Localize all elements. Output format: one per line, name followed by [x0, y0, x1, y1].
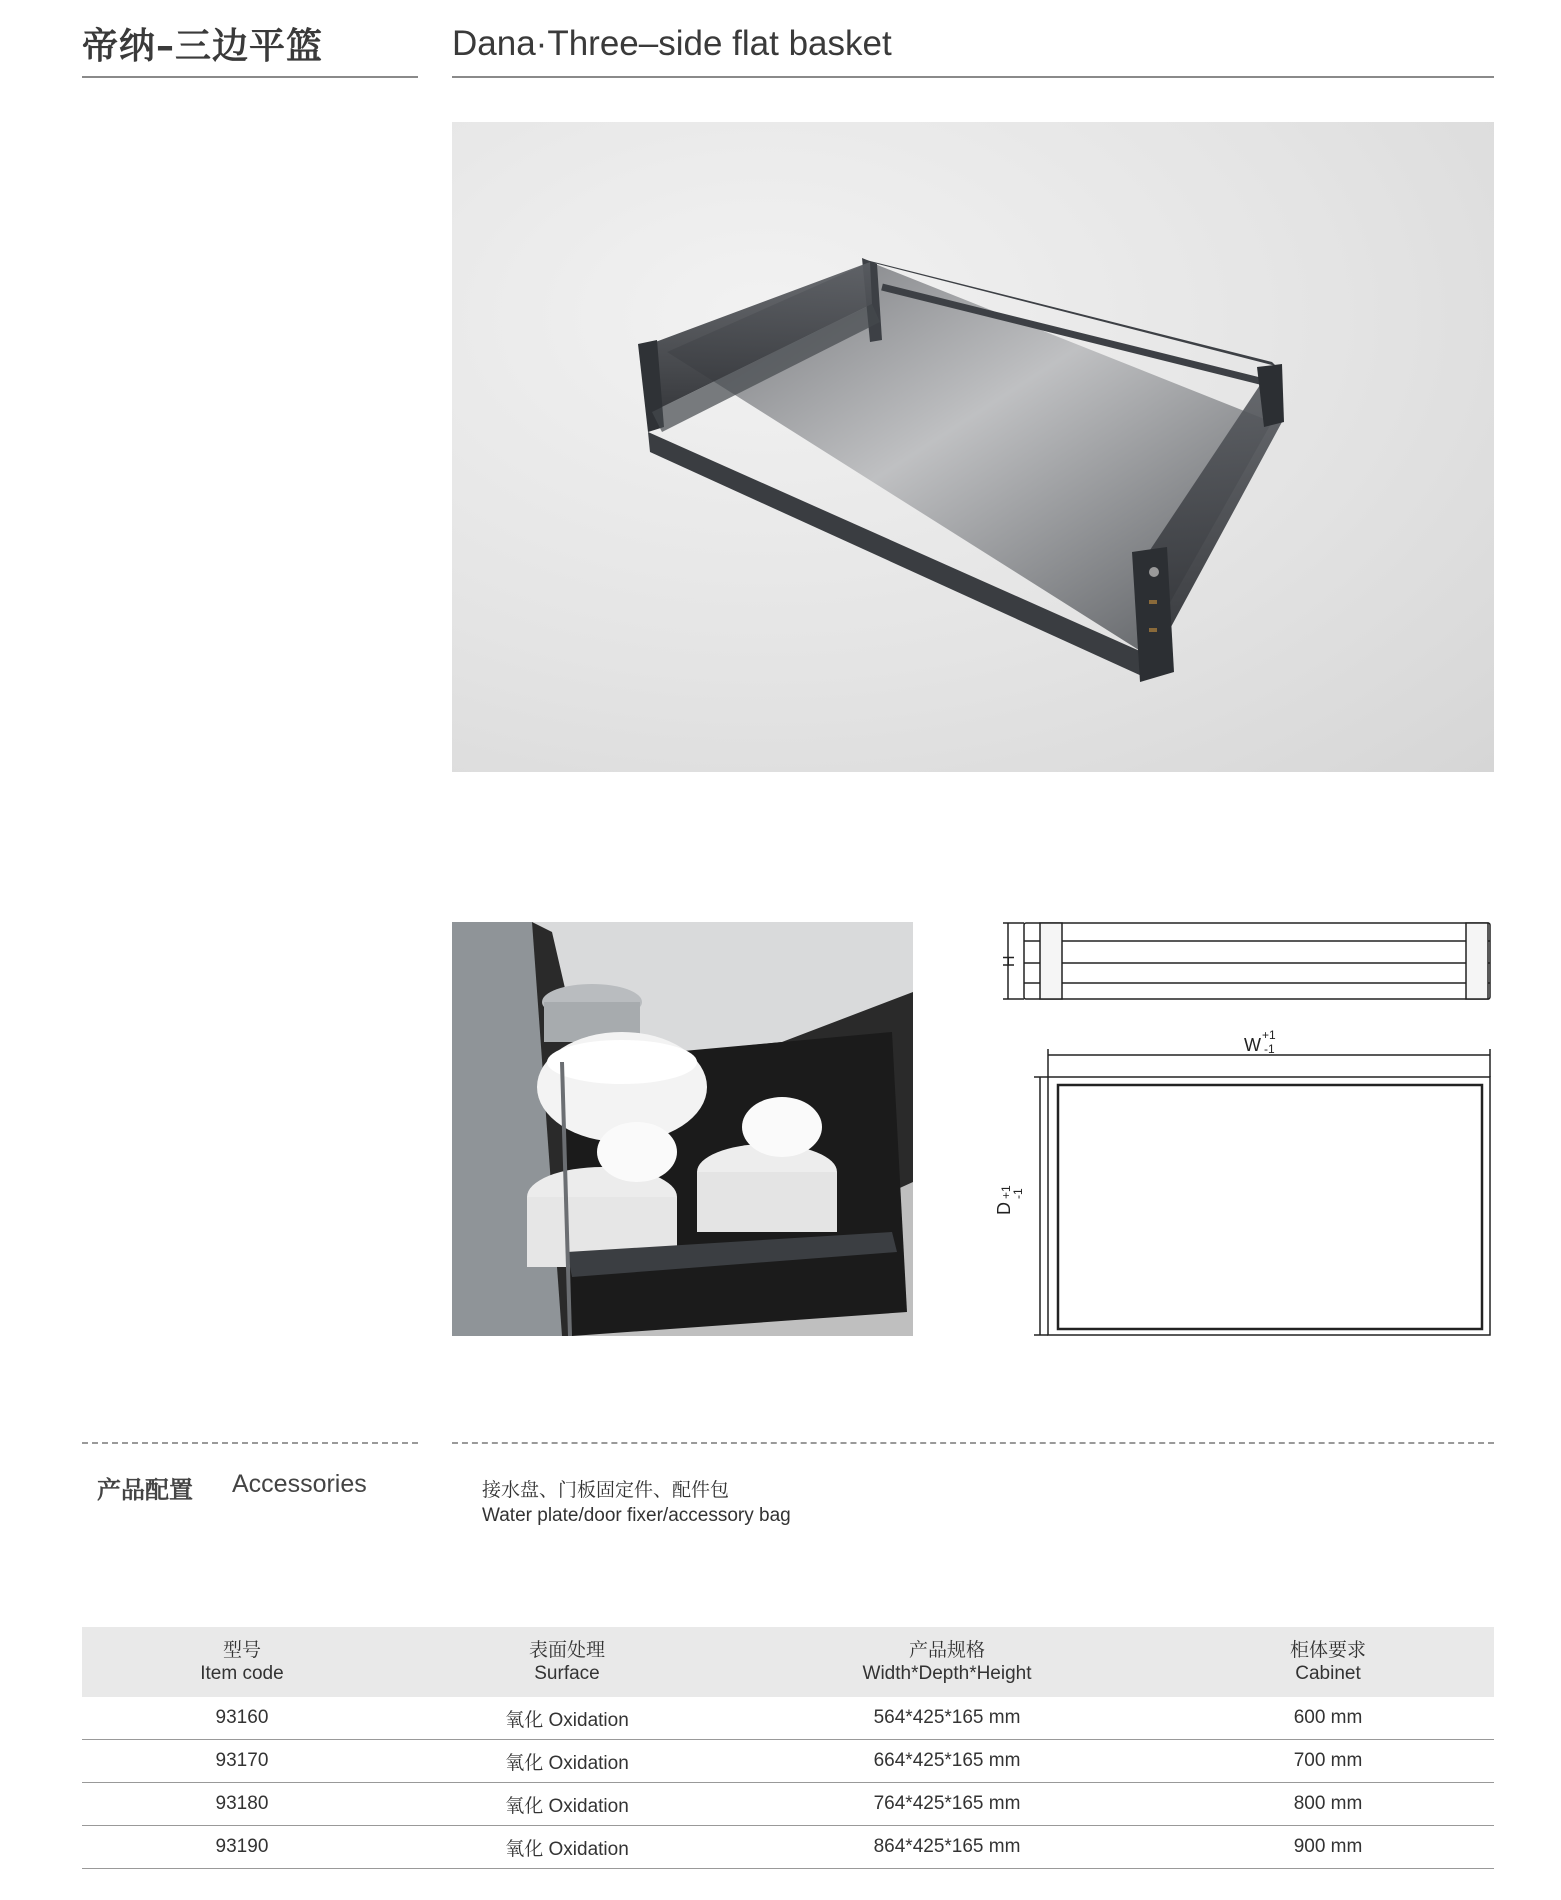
cell-cabinet: 700 mm: [1162, 1740, 1494, 1783]
cell-item-code: 93170: [82, 1740, 402, 1783]
cell-cabinet: 800 mm: [1162, 1783, 1494, 1826]
table-row: [82, 1740, 1494, 1783]
header-item-code: 型号 Item code: [200, 1640, 284, 1684]
product-hero-image: [452, 122, 1494, 772]
cell-surface: 氧化 Oxidation: [402, 1740, 732, 1783]
section-divider-left: [82, 1442, 418, 1444]
installation-photo: [452, 922, 913, 1336]
height-dimension-label: H: [1001, 955, 1018, 967]
header-dimensions: 产品规格 Width*Depth*Height: [862, 1640, 1032, 1684]
width-dimension-label: W: [1244, 1035, 1261, 1055]
table-row: [82, 1697, 1494, 1740]
cell-item-code: 93190: [82, 1826, 402, 1869]
header-cabinet: 柜体要求 Cabinet: [1290, 1640, 1367, 1684]
table-row: [82, 1783, 1494, 1826]
title-rule-left: [82, 76, 418, 78]
cell-surface: 氧化 Oxidation: [402, 1826, 732, 1869]
table-header-row: [82, 1627, 1494, 1697]
header-surface: 表面处理 Surface: [528, 1640, 605, 1684]
title-rule-right: [452, 76, 1494, 78]
cell-item-code: 93180: [82, 1783, 402, 1826]
depth-tolerance-plus: +1: [999, 1185, 1013, 1199]
specification-table: [82, 1627, 1494, 1869]
technical-drawing: [994, 915, 1500, 1345]
cell-cabinet: 600 mm: [1162, 1697, 1494, 1740]
page-title-en: Dana·Three–side flat basket: [452, 24, 892, 63]
depth-tolerance-minus: -1: [1011, 1188, 1025, 1199]
accessories-heading-cn: 产品配置: [97, 1476, 193, 1504]
table-row: [82, 1826, 1494, 1869]
depth-dimension-label: D: [994, 1202, 1014, 1215]
cell-dimensions: 564*425*165 mm: [732, 1697, 1162, 1740]
accessories-list-en: Water plate/door fixer/accessory bag: [482, 1505, 791, 1526]
cell-surface: 氧化 Oxidation: [402, 1697, 732, 1740]
section-divider-right: [452, 1442, 1494, 1444]
cell-cabinet: 900 mm: [1162, 1826, 1494, 1869]
cell-surface: 氧化 Oxidation: [402, 1783, 732, 1826]
accessories-list-cn: 接水盘、门板固定件、配件包: [482, 1479, 730, 1501]
page-title-cn: 帝纳–三边平篮: [82, 26, 324, 67]
cell-dimensions: 764*425*165 mm: [732, 1783, 1162, 1826]
cell-dimensions: 864*425*165 mm: [732, 1826, 1162, 1869]
accessories-heading-en: Accessories: [232, 1470, 367, 1498]
front-elevation: [1003, 923, 1490, 999]
width-tolerance-minus: -1: [1264, 1042, 1275, 1056]
width-tolerance-plus: +1: [1262, 1028, 1276, 1042]
cell-item-code: 93160: [82, 1697, 402, 1740]
cell-dimensions: 664*425*165 mm: [732, 1740, 1162, 1783]
